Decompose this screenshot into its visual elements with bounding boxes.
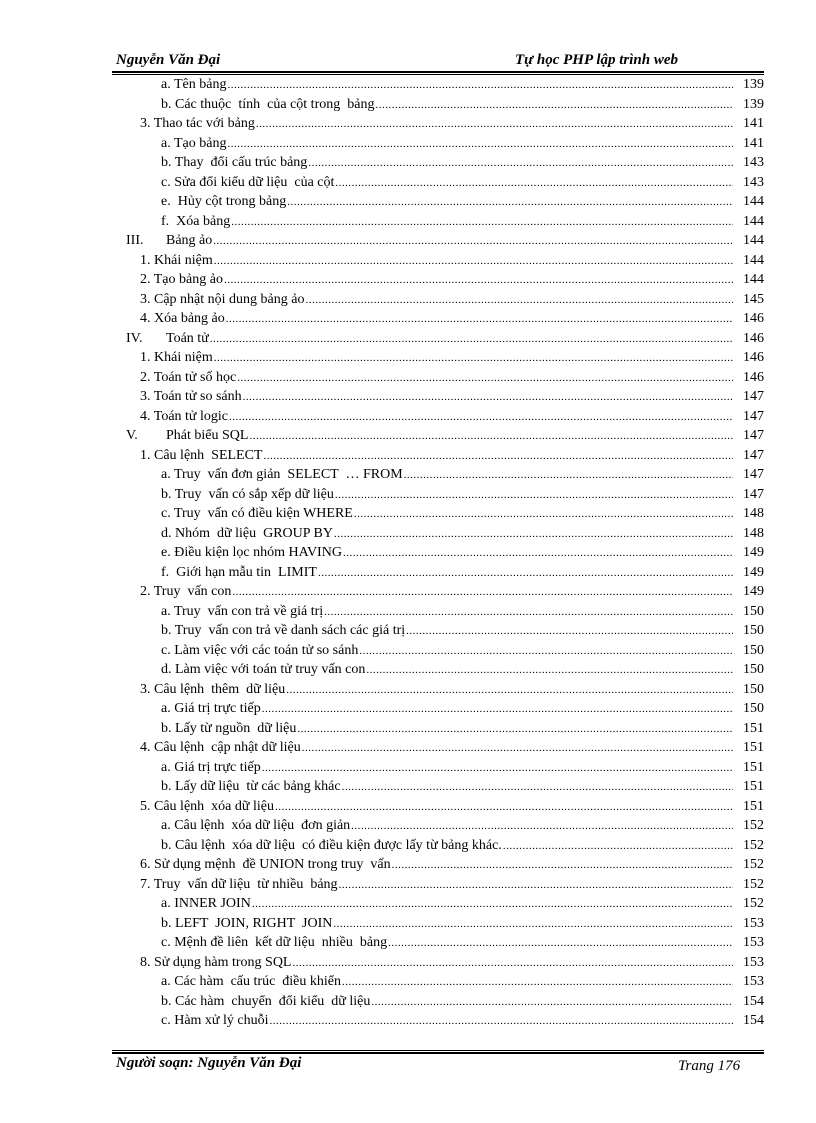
toc-entry[interactable]	[112, 992, 764, 1012]
toc-entry-text: d. Làm việc với toán tử truy vấn con	[161, 662, 366, 677]
dot-leader	[210, 330, 733, 350]
toc-entry-title	[112, 95, 374, 115]
toc-page-number: 144	[743, 233, 764, 248]
toc-entry-title	[112, 914, 332, 934]
dot-leader	[334, 525, 733, 545]
toc-entry-text: b. Các hàm chuyển đổi kiểu dữ liệu	[161, 993, 371, 1009]
toc-entry[interactable]	[112, 426, 764, 446]
toc-entry-title	[112, 192, 286, 212]
toc-entry-title	[112, 134, 226, 154]
dot-leader	[275, 798, 733, 818]
toc-entry-title	[112, 777, 341, 797]
toc-entry[interactable]	[112, 855, 764, 875]
dot-leader	[335, 174, 733, 194]
dot-leader	[388, 934, 733, 954]
toc-entry-text: e. Điều kiện lọc nhóm HAVING	[161, 545, 342, 560]
toc-entry[interactable]	[112, 758, 764, 778]
toc-entry-text: c. Làm việc với các toán tử so sánh	[161, 642, 359, 658]
dot-leader	[214, 349, 733, 369]
toc-entry[interactable]	[112, 504, 764, 524]
dot-leader	[351, 817, 733, 837]
toc-section-number: V.	[126, 428, 138, 443]
toc-entry[interactable]	[112, 114, 764, 134]
toc-entry[interactable]	[112, 407, 764, 427]
toc-entry[interactable]	[112, 524, 764, 544]
toc-entry[interactable]	[112, 192, 764, 212]
toc-entry[interactable]	[112, 465, 764, 485]
toc-entry-title	[112, 621, 405, 641]
toc-entry-text: 2. Toán tử số học	[140, 369, 237, 385]
toc-page-number: 146	[743, 330, 764, 346]
dot-leader	[214, 252, 733, 272]
toc-entry-text: 1. Câu lệnh SELECT	[140, 447, 263, 463]
toc-entry[interactable]	[112, 563, 764, 583]
dot-leader	[305, 291, 733, 311]
toc-entry-title	[112, 602, 323, 622]
toc-entry-title	[112, 758, 261, 778]
toc-entry-title	[112, 719, 296, 739]
toc-entry-title	[112, 173, 334, 193]
toc-entry-text: 2. Tạo bảng ảo	[140, 272, 223, 287]
toc-page-number: 152	[743, 857, 764, 872]
toc-entry[interactable]	[112, 309, 764, 329]
dot-leader	[354, 505, 733, 525]
toc-entry[interactable]	[112, 368, 764, 388]
toc-entry[interactable]	[112, 290, 764, 310]
dot-leader	[262, 700, 733, 720]
toc-entry[interactable]	[112, 153, 764, 173]
toc-entry-title	[112, 75, 226, 95]
toc-entry-title	[112, 212, 230, 232]
toc-entry-title	[112, 543, 342, 563]
dot-leader	[503, 837, 733, 857]
toc-entry-text: a. Truy vấn con trả về giá trị	[161, 603, 324, 619]
toc-entry-text: b. Lấy từ nguồn dữ liệu	[161, 720, 297, 736]
dot-leader	[371, 993, 733, 1013]
toc-entry-text: Phát biểu SQL	[166, 428, 249, 443]
toc-entry-title	[112, 426, 248, 446]
toc-entry[interactable]	[112, 972, 764, 992]
toc-entry-text: e. Hủy cột trong bảng	[161, 194, 287, 209]
header-book-title: Tự học PHP lập trình web	[515, 52, 679, 68]
toc-page-number: 144	[743, 213, 764, 229]
toc-entry-text: a. INNER JOIN	[161, 896, 251, 911]
toc-entry-title	[112, 816, 350, 836]
dot-leader	[406, 622, 733, 642]
toc-entry-title	[112, 797, 274, 817]
dot-leader	[318, 564, 733, 584]
toc-entry-text: 3. Câu lệnh thêm dữ liệu	[140, 681, 286, 697]
toc-entry-text: c. Hàm xử lý chuỗi	[161, 1013, 269, 1028]
toc-entry-text: b. Các thuộc tính của cột trong bảng	[161, 96, 375, 112]
toc-entry-text: a. Truy vấn đơn giản SELECT … FROM	[161, 467, 403, 482]
toc-entry-text: a. Giá trị trực tiếp	[161, 759, 261, 775]
toc-page-number: 147	[743, 447, 764, 463]
toc-entry-title	[112, 407, 228, 427]
dot-leader	[286, 681, 733, 701]
toc-page-number: 139	[743, 96, 764, 112]
toc-entry-text: 4. Câu lệnh cập nhật dữ liệu	[140, 740, 301, 755]
toc-page-number: 151	[743, 759, 764, 775]
dot-leader	[339, 876, 733, 896]
toc-entry-text: a. Các hàm cấu trúc điều khiển	[161, 974, 341, 989]
dot-leader	[256, 115, 733, 135]
toc-entry[interactable]	[112, 329, 764, 349]
toc-entry[interactable]	[112, 875, 764, 895]
toc-entry[interactable]	[112, 1011, 764, 1031]
toc-entry[interactable]	[112, 894, 764, 914]
toc-entry-title	[112, 504, 353, 524]
toc-entry-text: d. Nhóm dữ liệu GROUP BY	[161, 525, 333, 541]
toc-section-number: III.	[126, 233, 144, 248]
toc-entry-text: c. Sửa đổi kiểu dữ liệu của cột	[161, 174, 335, 190]
toc-page-number: 143	[743, 174, 764, 190]
toc-page-number: 150	[743, 603, 764, 619]
toc-page-number: 149	[743, 545, 764, 560]
toc-entry-title	[112, 660, 365, 680]
footer-author: Người soạn: Nguyễn Văn Đại	[116, 1055, 302, 1071]
toc-page-number: 144	[743, 252, 764, 268]
toc-page-number: 141	[743, 116, 764, 131]
dot-leader	[264, 447, 734, 467]
toc-entry[interactable]	[112, 933, 764, 953]
toc-entry-text: 5. Câu lệnh xóa dữ liệu	[140, 798, 274, 814]
toc-entry[interactable]	[112, 660, 764, 680]
toc-entry-text: a. Tên bảng	[161, 77, 227, 92]
toc-entry-title	[112, 894, 251, 914]
toc-page-number: 148	[743, 525, 764, 541]
toc-entry-text: a. Câu lệnh xóa dữ liệu đơn giản	[161, 818, 351, 833]
toc-entry-title	[112, 524, 333, 544]
toc-page-number: 153	[743, 974, 764, 989]
toc-page-number: 146	[743, 369, 764, 385]
toc-entry[interactable]	[112, 446, 764, 466]
toc-entry[interactable]	[112, 348, 764, 368]
toc-entry[interactable]	[112, 680, 764, 700]
toc-entry-title	[112, 992, 370, 1012]
toc-entry[interactable]	[112, 231, 764, 251]
toc-entry-title	[112, 368, 236, 388]
toc-entry-title	[112, 231, 212, 251]
toc-entry-text: f. Giới hạn mẫu tin LIMIT	[161, 564, 317, 580]
toc-entry[interactable]	[112, 485, 764, 505]
toc-entry-title	[112, 875, 338, 895]
toc-entry[interactable]	[112, 582, 764, 602]
toc-entry-text: 7. Truy vấn dữ liệu từ nhiều bảng	[140, 876, 338, 892]
toc-page-number: 153	[743, 915, 764, 931]
toc-entry-title	[112, 680, 285, 700]
toc-page-number: 144	[743, 272, 764, 287]
toc-entry[interactable]	[112, 270, 764, 290]
toc-page-number: 147	[743, 408, 764, 424]
toc-entry-title	[112, 446, 263, 466]
dot-leader	[404, 466, 733, 486]
toc-entry-text: 6. Sử dụng mệnh đề UNION trong truy vấn	[140, 857, 391, 872]
dot-leader	[249, 427, 733, 447]
toc-entry[interactable]	[112, 173, 764, 193]
toc-entry-text: b. Truy vấn có sắp xếp dữ liệu	[161, 486, 334, 502]
toc-page-number: 145	[743, 291, 764, 307]
dot-leader	[292, 954, 733, 974]
toc-entry-text: Bảng ảo	[166, 233, 213, 248]
toc-entry-text: c. Mệnh đề liên kết dữ liệu nhiều bảng	[161, 935, 388, 950]
footer-divider	[112, 1050, 764, 1054]
toc-entry[interactable]	[112, 75, 764, 95]
toc-page-number: 146	[743, 311, 764, 326]
dot-leader	[297, 720, 733, 740]
toc-entry[interactable]	[112, 212, 764, 232]
toc-page-number: 143	[743, 155, 764, 170]
toc-entry[interactable]	[112, 738, 764, 758]
toc-entry-text: 4. Toán tử logic	[140, 408, 229, 424]
dot-leader	[252, 895, 733, 915]
dot-leader	[324, 603, 733, 623]
toc-entry-title	[112, 836, 502, 856]
toc-entry-text: Toán tử	[166, 330, 209, 346]
toc-entry-title	[112, 290, 304, 310]
toc-entry-title	[112, 972, 341, 992]
toc-entry[interactable]	[112, 543, 764, 563]
toc-page-number: 150	[743, 623, 764, 638]
toc-entry-title	[112, 855, 391, 875]
toc-entry-text: 8. Sử dụng hàm trong SQL	[140, 954, 292, 970]
toc-entry[interactable]	[112, 251, 764, 271]
toc-entry-text: b. LEFT JOIN, RIGHT JOIN	[161, 915, 333, 931]
toc-entry[interactable]	[112, 602, 764, 622]
toc-page-number: 152	[743, 837, 764, 853]
dot-leader	[231, 213, 733, 233]
dot-leader	[232, 583, 733, 603]
toc-page-number: 152	[743, 876, 764, 892]
toc-page-number: 147	[743, 389, 764, 404]
toc-entry-text: 2. Truy vấn con	[140, 584, 232, 599]
toc-page-number: 151	[743, 740, 764, 755]
toc-entry-text: 1. Khái niệm	[140, 252, 213, 268]
toc-entry-title	[112, 465, 403, 485]
toc-page-number: 147	[743, 467, 764, 482]
toc-entry-title	[112, 270, 223, 290]
page-footer	[112, 1055, 764, 1079]
toc-page-number: 151	[743, 779, 764, 794]
toc-entry-title	[112, 114, 255, 134]
dot-leader	[237, 369, 733, 389]
toc-page-number: 153	[743, 935, 764, 950]
dot-leader	[342, 973, 733, 993]
dot-leader	[227, 135, 733, 155]
toc-entry[interactable]	[112, 953, 764, 973]
toc-entry-text: c. Truy vấn có điều kiện WHERE	[161, 506, 353, 521]
dot-leader	[224, 271, 733, 291]
toc-entry-title	[112, 153, 307, 173]
toc-page-number: 151	[743, 798, 764, 814]
dot-leader	[308, 154, 733, 174]
toc-entry-title	[112, 309, 225, 329]
dot-leader	[270, 1012, 733, 1032]
header-author: Nguyễn Văn Đại	[116, 52, 221, 68]
toc-entry-title	[112, 953, 291, 973]
toc-entry-title	[112, 641, 358, 661]
dot-leader	[243, 388, 733, 408]
toc-page-number: 147	[743, 428, 764, 443]
toc-entry-text: b. Truy vấn con trả về danh sách các giá trị	[161, 623, 406, 638]
dot-leader	[213, 232, 733, 252]
toc-entry-title	[112, 738, 301, 758]
toc-page-number: 149	[743, 584, 764, 599]
toc-page-number: 150	[743, 681, 764, 697]
toc-entry-title	[112, 348, 213, 368]
toc-page-number: 139	[743, 77, 764, 92]
toc-entry-text: 3. Toán tử so sánh	[140, 389, 242, 404]
dot-leader	[287, 193, 733, 213]
toc-entry[interactable]	[112, 914, 764, 934]
toc-entry-text: 3. Thao tác với bảng	[140, 116, 255, 131]
toc-page-number: 154	[743, 993, 764, 1009]
toc-page-number: 147	[743, 486, 764, 502]
toc-entry-text: 1. Khái niệm	[140, 350, 213, 365]
toc-entry[interactable]	[112, 777, 764, 797]
toc-page-number: 152	[743, 896, 764, 911]
toc-page-number: 144	[743, 194, 764, 209]
toc-entry-text: 3. Cập nhật nội dung bảng ảo	[140, 291, 305, 307]
toc-section-number: IV.	[126, 330, 143, 346]
dot-leader	[335, 486, 733, 506]
toc-page-number: 153	[743, 954, 764, 970]
toc-entry[interactable]	[112, 134, 764, 154]
toc-entry-text: b. Lấy dữ liệu từ các bảng khác	[161, 779, 341, 794]
toc-entry-title	[112, 933, 387, 953]
dot-leader	[229, 408, 733, 428]
page-header	[112, 50, 764, 72]
toc-entry-title	[112, 699, 261, 719]
toc-entry[interactable]	[112, 387, 764, 407]
footer-page-number: Trang 176	[678, 1058, 741, 1074]
toc-page-number: 152	[743, 818, 764, 833]
toc-page-number: 148	[743, 506, 764, 521]
toc-entry[interactable]	[112, 699, 764, 719]
toc-entry-text: a. Giá trị trực tiếp	[161, 701, 261, 716]
toc-entry-title	[112, 1011, 269, 1031]
toc-entry[interactable]	[112, 95, 764, 115]
toc-entry-text: b. Câu lệnh xóa dữ liệu có điều kiện được lấy từ bảng khác.	[161, 837, 502, 853]
dot-leader	[262, 759, 733, 779]
dot-leader	[342, 778, 733, 798]
dot-leader	[359, 642, 733, 662]
toc-page-number: 154	[743, 1013, 764, 1028]
toc-entry-text: a. Tạo bảng	[161, 135, 227, 151]
toc-entry-title	[112, 251, 213, 271]
toc-entry-text: f. Xóa bảng	[161, 213, 231, 229]
toc-entry-text: 4. Xóa bảng ảo	[140, 311, 225, 326]
toc-entry-title	[112, 485, 334, 505]
toc-entry[interactable]	[112, 641, 764, 661]
toc-page-number: 151	[743, 720, 764, 736]
toc-page-number: 149	[743, 564, 764, 580]
dot-leader	[226, 310, 733, 330]
toc-entry[interactable]	[112, 836, 764, 856]
dot-leader	[333, 915, 733, 935]
toc-page-number: 150	[743, 662, 764, 677]
dot-leader	[375, 96, 733, 116]
toc-page-number: 150	[743, 642, 764, 658]
dot-leader	[392, 856, 733, 876]
toc-entry[interactable]	[112, 719, 764, 739]
toc-entry-title	[112, 329, 209, 349]
dot-leader	[366, 661, 733, 681]
toc-page-number: 146	[743, 350, 764, 365]
toc-page-number: 141	[743, 135, 764, 151]
toc-page-number: 150	[743, 701, 764, 716]
dot-leader	[343, 544, 733, 564]
toc-entry[interactable]	[112, 797, 764, 817]
toc-entry-title	[112, 563, 317, 583]
dot-leader	[302, 739, 733, 759]
toc-entry[interactable]	[112, 621, 764, 641]
toc-entry-text: b. Thay đổi cấu trúc bảng	[161, 155, 308, 170]
table-of-contents	[112, 75, 764, 1031]
toc-entry-title	[112, 387, 242, 407]
dot-leader	[227, 76, 733, 96]
toc-entry-title	[112, 582, 231, 602]
toc-entry[interactable]	[112, 816, 764, 836]
